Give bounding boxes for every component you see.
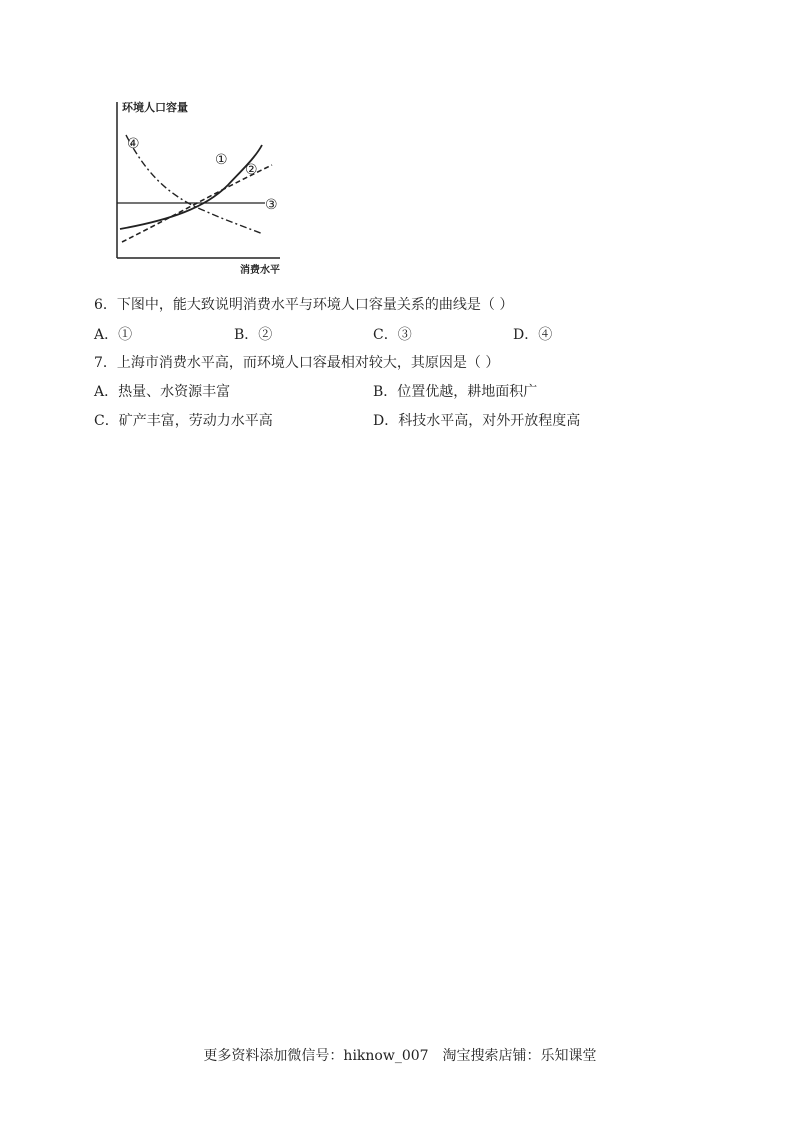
question-7-stem: 7．上海市消费水平高，而环境人口容最相对较大，其原因是（ ） (94, 355, 500, 371)
q7-option-b: B．位置优越，耕地面积广 (373, 384, 538, 400)
curve-4 (126, 135, 263, 234)
question-6-stem: 6．下图中，能大致说明消费水平与环境人口容量关系的曲线是（ ） (94, 297, 514, 313)
curve-label-2: ② (245, 162, 258, 178)
q7-option-c: C．矿产丰富，劳动力水平高 (94, 413, 273, 429)
population-capacity-graph (100, 90, 300, 285)
q6-option-b: B．② (234, 327, 273, 343)
q7-option-d: D．科技水平高，对外开放程度高 (373, 413, 581, 429)
y-axis-label: 环境人口容量 (122, 101, 188, 114)
page-footer: 更多资料添加微信号：hiknow_007 淘宝搜索店铺：乐知课堂 (203, 1048, 597, 1064)
q6-option-c: C．③ (373, 327, 412, 343)
x-axis-label: 消费水平 (240, 265, 280, 276)
curve-label-1: ① (215, 152, 228, 168)
curve-label-4: ④ (127, 136, 140, 152)
q6-option-d: D．④ (513, 327, 553, 343)
q6-option-a: A．① (94, 327, 133, 343)
curve-1 (120, 145, 262, 229)
q7-option-a: A．热量、水资源丰富 (94, 384, 231, 400)
curve-label-3: ③ (265, 197, 278, 213)
